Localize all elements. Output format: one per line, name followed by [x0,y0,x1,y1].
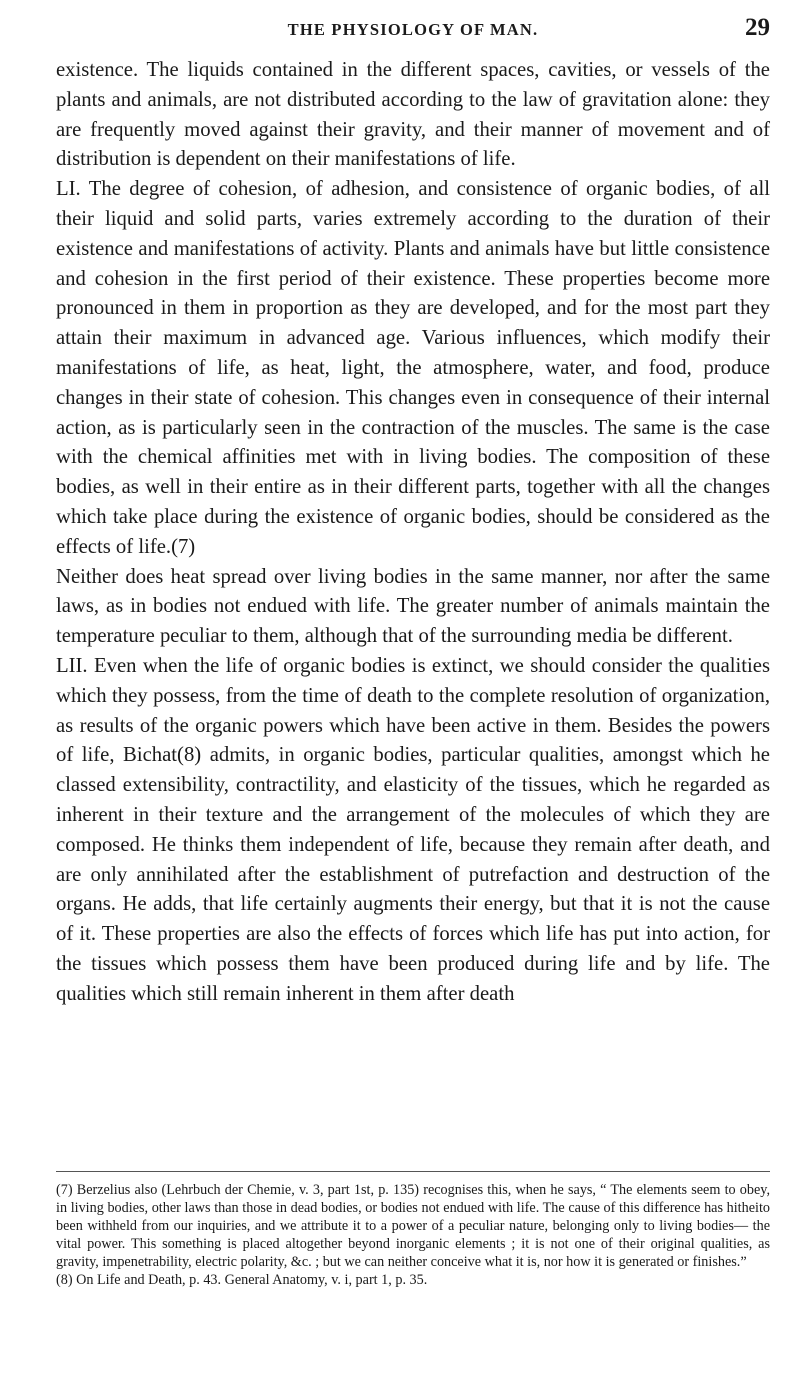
footnote-8: (8) On Life and Death, p. 43. General Anatomy, v. i, part 1, p. 35. [56,1271,428,1288]
paragraph-continuation: existence. The liquids contained in the different spaces, cavities, or vessels of the plants and animals, are not distributed according to the law of gravitation alone: they are frequently moved against their gravity, and their manner of movement and of distribution is dependent on their manifestations of life. [56,59,770,171]
footnote-7: (7) Berzelius also (Lehrbuch der Chemie, v. 3, part 1st, p. 135) recognises this, when he says, “ The elements seem to obey, in living bodies, other laws than those in dead bodies, or bodies not endued with life. The cause of this difference has hitheito been withheld from our inquiries, and we attribute it to a power of a peculiar nature, belonging only to living bodies— the vital power. This something is placed altogether beyond inorganic elements ; it is not one of their original qualities, as gravity, impenetrability, electric polarity, &c. ; but we can neither conceive what it is, nor how it is generated or finishes.” [56,1182,770,1270]
page-number: 29 [745,14,770,41]
running-title: THE PHYSIOLOGY OF MAN. [287,20,539,39]
footnote-divider [56,1171,770,1172]
body-text [56,56,770,1010]
running-head [56,14,770,48]
paragraph-heat: Neither does heat spread over living bodies in the same manner, nor after the same laws, as in bodies not endued with life. The greater number of animals maintain the temperature peculiar to them, although that of the surrounding media be different. [56,565,770,648]
footnotes [56,1182,770,1289]
paragraph-section-li: LI. The degree of cohesion, of adhesion, and consistence of organic bodies, of all their liquid and solid parts, varies extremely according to the duration of their existence and manifestations of activity. Plants and animals have but little consistence and cohesion in the first period of their existence. These properties become more pronounced in them in proportion as they are developed, and for the most part they attain their maximum in advanced age. Various influences, which modify their manifestations of life, as heat, light, the atmosphere, water, and food, produce changes in their state of cohesion. This changes even in consequence of their internal action, as is particularly seen in the contraction of the muscles. The same is the case with the chemical affinities met with in living bodies. The composition of these bodies, as well in their entire as in their different parts, together with all the changes which take place during the existence of organic bodies, should be considered as the effects of life.(7) [56,178,770,558]
paragraph-section-lii: LII. Even when the life of organic bodies is extinct, we should consider the qualities which they possess, from the time of death to the complete resolution of organization, as results of the organic powers which have been active in them. Besides the powers of life, Bichat(8) admits, in organic bodies, particular qualities, amongst which he classed extensibility, contractility, and elasticity of the tissues, which he regarded as inherent in their texture and the arrangement of the molecules of which they are composed. He thinks them independent of life, because they remain after death, and are only annihilated after the establishment of putrefaction and destruction of the organs. He adds, that life certainly augments their energy, but that it is not the cause of it. These properties are also the effects of forces which life has put into action, for the tissues which possess them have been produced during life and by life. The qualities which still remain inherent in them after death [56,654,770,1005]
